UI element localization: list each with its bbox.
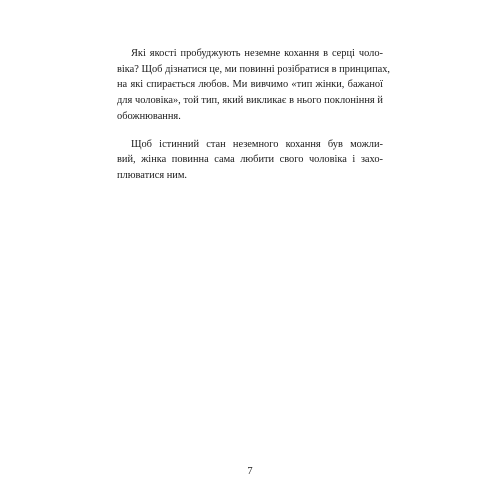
text-line: обожнювання.	[117, 110, 181, 122]
page-number: 7	[247, 466, 253, 477]
text-line: Щоб істинний стан неземного кохання був можли-	[131, 138, 383, 150]
text-line: плюватися ним.	[117, 169, 188, 181]
body-text	[117, 46, 391, 196]
paragraph-1	[117, 46, 391, 125]
text-line: на які спирається любов. Ми вивчимо «тип жінки, бажаної	[117, 79, 383, 91]
text-line: вий, жінка повинна сама любити свого чоловіка і захо-	[117, 154, 383, 166]
text-line: Які якості пробуджують неземне кохання в серці чоло-	[131, 48, 383, 59]
text-line: для чоловіка», той тип, який викликає в нього поклоніння й	[117, 95, 383, 107]
text-line: віка? Щоб дізнатися це, ми повинні розібратися в принципах,	[117, 63, 391, 75]
paragraph-2	[117, 137, 383, 184]
